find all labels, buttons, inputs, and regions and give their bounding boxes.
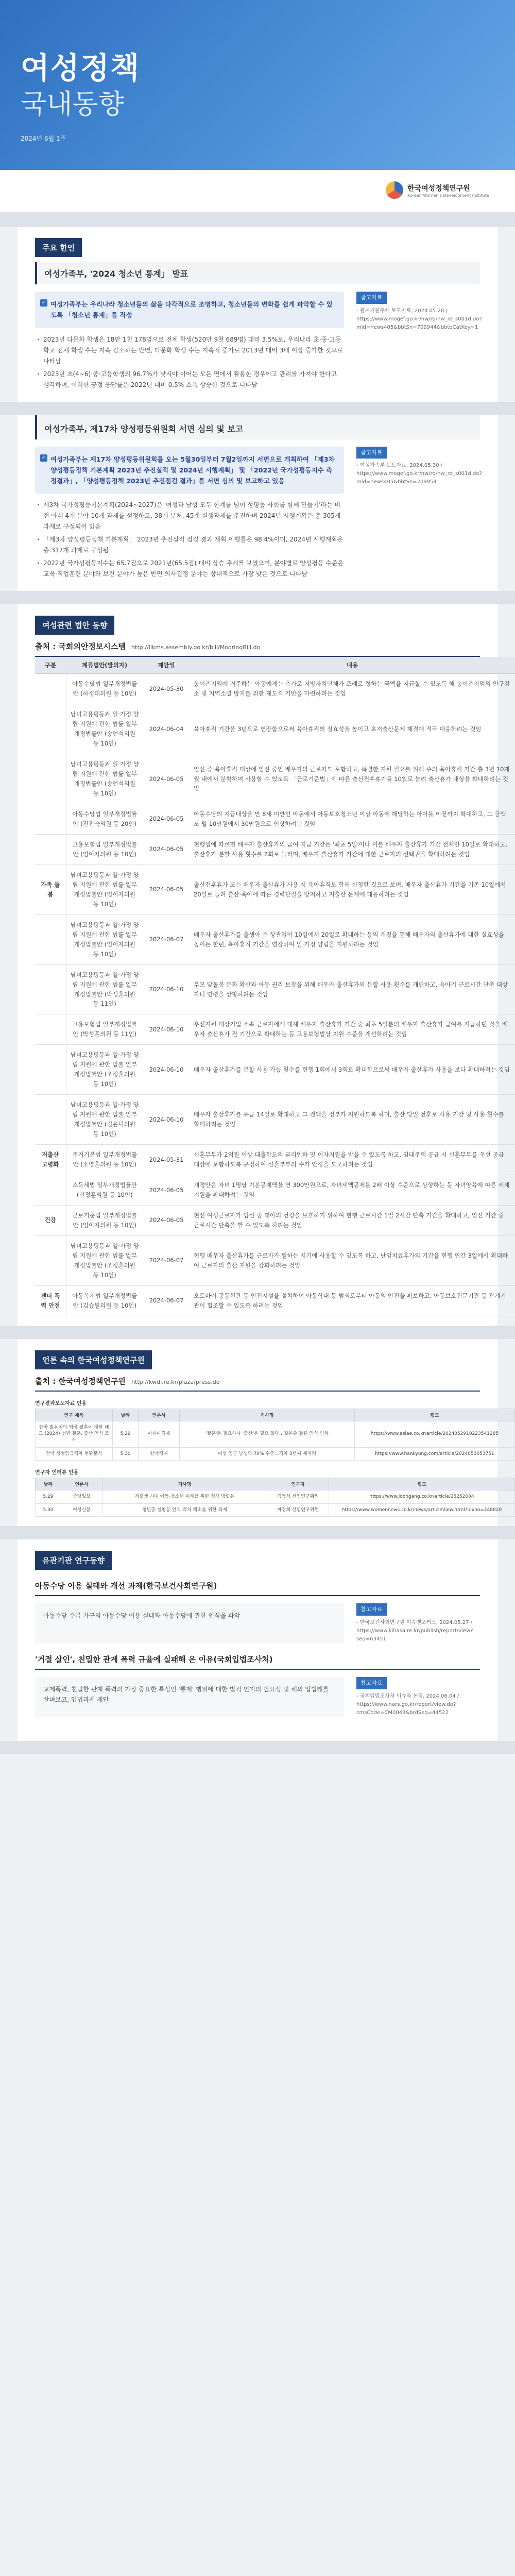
- table-row: [35, 1014, 515, 1045]
- check-icon: ✓: [40, 454, 47, 462]
- table-row: [35, 804, 515, 834]
- interview-table: [35, 1478, 515, 1517]
- table-cell-date: 2024-06-10: [143, 1045, 190, 1095]
- table-cell-name: 남녀고용평등과 일·가정 양립 지원에 관한 법률 일부개정법률안 (송언석의원 등 10인): [66, 754, 143, 804]
- issue2-section: [18, 415, 497, 591]
- table-cell: 김동식 선임연구위원: [267, 1490, 329, 1504]
- logo-name-en: Korean Women's Development Institute: [407, 193, 489, 198]
- column-header: 구분: [35, 657, 66, 674]
- table-cell[interactable]: https://www.joongang.co.kr/article/25252004: [329, 1490, 515, 1504]
- law-source-link[interactable]: http://likms.assembly.go.kr/bill/MooringBill.do: [131, 644, 261, 651]
- table-cell: 여성 임금 남성의 70% 수준…격차 3년째 제자리: [180, 1447, 355, 1461]
- table-row: [35, 1235, 515, 1285]
- table-cell[interactable]: https://www.womennews.co.kr/news/articleView.html?idxno=248820: [329, 1503, 515, 1517]
- reference-link[interactable]: - 국회입법조사처 이슈와 논점, 2024.06.04 / https://www.nars.go.kr/report/view.do?cmsCode=CM0043&brdSeq=44522: [356, 1693, 459, 1716]
- table-cell-date: 2024-06-05: [143, 804, 190, 834]
- table-cell-name: 고용보험법 일부개정법률안 (임이자의원 등 10인): [66, 834, 143, 865]
- reference-link[interactable]: - 관계기관주체 보도자료, 2024.05.28 / https://www.mogef.go.kr/nw/rd/nw_rd_s001d.do?mid=news405&bbtSn=709944&bbtbCatKey=1: [356, 308, 482, 330]
- column-header: 내용: [190, 657, 515, 674]
- table-row: [35, 704, 515, 754]
- related-title: '거절 살인', 친밀한 관계 폭력 규율에 실패해 온 이유(국회입법조사처): [35, 1654, 480, 1670]
- table-cell-date: 2024-06-05: [143, 1206, 190, 1236]
- table-cell-name: 아동복지법 일부개정법률안 (김승원의원 등 10인): [66, 1285, 143, 1316]
- law-table: [35, 657, 515, 1316]
- table-cell-cat: [35, 804, 66, 834]
- table-cell-text: 배우자 출산휴가를 출생아 수 상관없이 10일에서 20일로 확대하는 등의 개정을 통해 배우자의 출산휴가에 대한 실효성을 높이는 한편, 육아휴직 기간을 연장하여 일·가정 양립을 지원하려는 것임: [190, 914, 515, 964]
- logo-name: 한국여성정책연구원: [407, 184, 470, 193]
- table-cell-cat: [35, 964, 66, 1014]
- table-cell-date: 2024-06-05: [143, 1175, 190, 1206]
- list-item: · 「제3차 양성평등정책 기본계획」 2023년 추진실적 점검 결과 계획 이행률은 98.4%이며, 2024년 시행계획은 총 317개 과제로 구성됨: [43, 534, 344, 556]
- reference-side: [356, 1603, 480, 1643]
- table-cell-text: 개정안은 자녀 1명당 기본공제액을 연 300만원으로, 자녀세액공제를 2배 이상 수준으로 상향하는 등 자녀양육에 따른 세제지원을 확대하려는 것임: [190, 1175, 515, 1206]
- table-cell-date: 2024-06-10: [143, 1095, 190, 1145]
- table-cell: 저출생 시대 아동·청소년 미래를 위한 정책 방향은: [102, 1490, 267, 1504]
- reference-tag: 참고자료: [356, 1677, 387, 1689]
- table-cell-text: 육아휴직 기간을 3년으로 연장함으로써 육아휴직의 실효성을 높이고 초저출산문제 해결에 적극 대응하려는 것임: [190, 704, 515, 754]
- table-cell: 중앙일보: [61, 1490, 102, 1504]
- column-header: 계류법안(발의자): [66, 657, 143, 674]
- table-cell-name: 소득세법 일부개정법률안 (신정훈의원 등 10인): [66, 1175, 143, 1206]
- list-item: · 2022년 국가성평등지수는 65.7점으로 2021년(65.5점) 대비 상승 추세를 보였으며, 분야별로 양성평등 수준은 교육·직업훈련 분야와 보건 분야가 높은 반면 의사결정 분야는 상대적으로 가장 낮은 것으로 나타남: [43, 558, 344, 580]
- table-cell-cat: [35, 834, 66, 865]
- column-header: 기사명: [180, 1409, 355, 1421]
- table-cell-cat: [35, 674, 66, 704]
- table-cell-date: 2024-06-05: [143, 834, 190, 865]
- table-row: [35, 964, 515, 1014]
- table-cell: 마경희 선임연구위원: [267, 1503, 329, 1517]
- column-header: 제안일: [143, 657, 190, 674]
- table-cell-cat: [35, 1235, 66, 1285]
- table-row: [35, 834, 515, 865]
- kwdi-section: [18, 1339, 502, 1527]
- table-cell-text: 농어촌지역에 거주하는 아동에게는 추가로 지방자치단체가 조례로 정하는 금액을 지급할 수 있도록 해 농어촌지역의 인구감소 및 지역소멸 방지를 위한 제도적 기반을 마련하려는 것임: [190, 674, 515, 704]
- table-row: [35, 1045, 515, 1095]
- table-cell-text: 부모 맞돌봄 문화 확산과 아동 권리 보장을 위해 배우자 출산휴가의 분할 사용 횟수를 개편하고, 육아기 근로시간 단축 대상 자녀 연령을 상향하려는 것임: [190, 964, 515, 1014]
- table-cell-cat: [35, 1095, 66, 1145]
- reference-side: [356, 1677, 480, 1717]
- table-cell: 5.29: [36, 1490, 61, 1504]
- press-table: [35, 1409, 515, 1461]
- related-section: [18, 1539, 497, 1740]
- table-cell-text: 아동수당의 지급대상을 만 8세 미만인 아동에서 아동보호청소년 이상 아동에 해당하는 아이를 이전까지 확대하고, 그 금액도 월 10만원에서 30만원으로 인상하려는 것임: [190, 804, 515, 834]
- table-cell: 청년층 성평등 인식 격차 해소를 위한 과제: [102, 1503, 267, 1517]
- column-header: 링크: [355, 1409, 515, 1421]
- table-cell-date: 2024-06-04: [143, 704, 190, 754]
- column-header: 날짜: [113, 1409, 139, 1421]
- reference-tag: 참고자료: [356, 447, 387, 459]
- table-cell-cat: 젠더 폭력 안전: [35, 1285, 66, 1316]
- table-cell-text: 배우자 출산휴가를 유급 14일로 확대하고 그 전액을 정부가 지원하도록 하며, 출산 당일 전후로 사용 기간 및 사용 횟수를 확대하려는 것임: [190, 1095, 515, 1145]
- section-label: 여성관련 법안 동향: [35, 616, 114, 635]
- logo-bar: [0, 170, 515, 212]
- table-cell-name: 아동수당법 일부개정법률안 (하정대의원 등 10인): [66, 674, 143, 704]
- table-cell-name: 남녀고용평등과 일·가정 양립 지원에 관한 법률 일부개정법률안 (박성훈의원 등 11인): [66, 964, 143, 1014]
- table-cell-date: 2024-06-05: [143, 754, 190, 804]
- issue-bullets: [35, 334, 344, 391]
- table-cell[interactable]: https://www.asiae.co.kr/article/2024052910223541285: [355, 1421, 515, 1447]
- table-cell-name: 남녀고용평등과 일·가정 양립 지원에 관한 법률 일부개정법률안 (김윤덕의원 등 10인): [66, 1095, 143, 1145]
- table-cell-date: 2024-06-07: [143, 914, 190, 964]
- reference-side: [356, 292, 480, 393]
- table-cell-name: 고용보험법 일부개정법률안 (박성훈의원 등 11인): [66, 1014, 143, 1045]
- section-label: 주요 한인: [35, 238, 82, 257]
- table-row: [35, 754, 515, 804]
- reference-tag: 참고자료: [356, 292, 387, 304]
- column-header: 언론사: [139, 1409, 180, 1421]
- table-row: [36, 1503, 515, 1517]
- table-cell: '결혼'은 필요하나 '출산'은 필요 없다…젊은층 결혼 인식 변화: [180, 1421, 355, 1447]
- table-cell: 5.30: [113, 1447, 139, 1461]
- kwdi-source: 출처 : 한국여성정책연구원 http://kwdi.re.kr/plaza/press.do: [35, 1376, 480, 1392]
- table-row: [36, 1490, 515, 1504]
- table-cell-cat: 가족 돌봄: [35, 865, 66, 914]
- table-row: [35, 1175, 515, 1206]
- table-cell-text: 현행법에 따르면 배우자 출산휴가의 급여 지급 기간은 '최초 5일'이나 이를 배우자 출산휴가 기간 전체인 10일로 확대하고, 출산휴가 분할 사용 횟수를 2회로 늘리며, 배우자 출산휴가 기간에 대한 근로자의 선택권을 확대하려는 것임: [190, 834, 515, 865]
- related-summary: 교제폭력, 친밀한 관계 폭력의 가장 중요한 특성인 '통제' 행위에 대한 법적 인지의 필요성 및 해외 입법례를 살펴보고, 입법과제 제안: [35, 1677, 344, 1717]
- reference-link[interactable]: - 여성가족부 보도자료, 2024.05.30 / https://www.mogef.go.kr/nw/rd/nw_rd_s001d.do?mid=news405&bbtSn=709954: [356, 463, 482, 485]
- table-cell-name: 남녀고용평등과 일·가정 양립 지원에 관한 법률 일부개정법률안 (임이자의원 등 10인): [66, 914, 143, 964]
- table-cell-cat: [35, 914, 66, 964]
- table-row: [35, 914, 515, 964]
- main-issue-section: [18, 227, 497, 402]
- list-item: · 2023년 초(4~6)·중·고등학생의 96.7%가 낮시야 이어는 모든 면에서 활동한 경우이고 관리를 가져야 한다고 생각하며, 이러한 긍정 응답률은 2022년 대비 0.5% 소폭 상승한 것으로 나타남: [43, 369, 344, 391]
- column-header: 날짜: [36, 1478, 61, 1490]
- column-header: 연구자: [267, 1478, 329, 1490]
- table-cell: 5.30: [36, 1503, 61, 1517]
- table-cell-name: 남녀고용평등과 일·가정 양립 지원에 관한 법률 일부개정법률안 (조정훈의원 등 10인): [66, 1045, 143, 1095]
- table-row: [35, 1145, 515, 1175]
- table-cell-text: 오토바이 공동현관 등 안전시설을 설치하여 아동학대 등 범죄로부터 아동의 안전을 확보하고, 아동보호전문기관 등 관계기관이 협조할 수 있도록 하려는 것임: [190, 1285, 515, 1316]
- issue-highlight: ✓ 여성가족부는 제17차 양성평등위원회를 오는 5월30일부터 7월2일까지 서면으로 개최하여 「제3차 양성평등정책 기본계획 2023년 추진실적 및 2024년 시행계획」 및 「2022년 국가성평등지수 측정결과」, 「양성평등정책 2023년 추진점검 결과」를 서면 심의 및 보고하고 있음: [35, 447, 344, 494]
- related-title: 아동수당 이용 실태와 개선 과제(한국보건사회연구원): [35, 1580, 480, 1596]
- column-header: 링크: [329, 1478, 515, 1490]
- table-cell[interactable]: https://www.hankyung.com/article/2024053053751: [355, 1447, 515, 1461]
- table-cell-text: 현행 배우자 출산휴가를 근로자가 원하는 시기에 사용할 수 있도록 하고, 난임치료휴가의 기간을 현행 연간 3일에서 확대하여 근로자의 출산 지원을 강화하려는 것임: [190, 1235, 515, 1285]
- table-cell-text: 신혼부부가 2억원 이상 대출한도의 금리인하 및 이자지원을 받을 수 있도록 하고, 임대주택 공급 시 신혼부부를 우선 공급 대상에 포함하도록 규정하여 신혼부부의 주거 안정을 도모하려는 것임: [190, 1145, 515, 1175]
- hero-subtitle: 국내동향: [21, 89, 124, 120]
- table-cell-name: 근로기준법 일부개정법률안 (임이자의원 등 10인): [66, 1206, 143, 1236]
- issue-title: 여성가족부, 제17차 양성평등위원회 서면 심의 및 보고: [35, 415, 480, 439]
- issue-title: 여성가족부, '2024 청소년 통계」 발표: [35, 262, 480, 284]
- table-caption: 연구결과보도자료 인용: [35, 1400, 87, 1406]
- reference-tag: 참고자료: [356, 1603, 387, 1616]
- law-section: [18, 604, 510, 1326]
- section-label: 언론 속의 한국여성정책연구원: [35, 1350, 152, 1369]
- reference-link[interactable]: - 한국보건사회연구원 이슈앤포커스, 2024.05.27 / https://www.kihasa.re.kr/publish/report/view?seq=63451: [356, 1619, 473, 1642]
- table-cell: 여성신문: [61, 1503, 102, 1517]
- issue-date: 2024년 6월 1주: [21, 135, 66, 142]
- check-icon: ✓: [40, 299, 47, 307]
- table-cell: 한국 젊은이의 외국 결혼에 대한 태도 (2024) 청년 결혼, 출산 인식 조사: [36, 1421, 113, 1447]
- table-cell-text: 현선 여성근로자가 임신 중 태아의 건강을 보호하기 위하여 현행 근로시간 1일 2시간 단축 기간을 확대하고, 임신 기간 중 근로시간 단축을 할 수 있도록 하려는 것임: [190, 1206, 515, 1236]
- column-header: 기사명: [102, 1478, 267, 1490]
- table-cell-cat: 건강: [35, 1206, 66, 1236]
- table-cell: 아시아경제: [139, 1421, 180, 1447]
- table-cell: 5.29: [113, 1421, 139, 1447]
- table-row: [36, 1447, 515, 1461]
- kwdi-logo-icon: [386, 181, 403, 199]
- table-cell-cat: [35, 1045, 66, 1095]
- kwdi-source-link[interactable]: http://kwdi.re.kr/plaza/press.do: [131, 1378, 220, 1385]
- table-cell-date: 2024-05-31: [143, 1145, 190, 1175]
- table-cell-text: 출산전후휴가 또는 배우자 출산휴가 사용 시 육아휴직도 함께 신청한 것으로 보며, 배우자 출산휴가 기간을 기존 10일에서 20일로 늘려 출산·육아에 따른 경력단절을 방지하고 저출산 문제에 대응하려는 것임: [190, 865, 515, 914]
- list-item: · 2023년 다문화 학생은 18만 1천 178명으로 전체 학생(520만 9천 689명) 대비 3.5%로, 우리나라 초·중·고등학교 전체 학생 수는 지속 감소하는 반면, 다문화 학생 수는 지속적 증가로 2013년 대비 3배 이상 증가한 것으로 나타남: [43, 334, 344, 367]
- table-cell: 전국 성별임금격차 현황분석: [36, 1447, 113, 1461]
- table-cell-text: 배우자 출산휴가를 분할 사용 가능 횟수를 현행 1회에서 3회로 확대함으로써 배우자 출산휴가 사용을 보다 확대하려는 것임: [190, 1045, 515, 1095]
- table-cell-text: 우선지원 대상기업 소속 근로자에게 대해 배우자 출산휴가 기간 중 최초 5일분의 배우자 출산휴가 급여를 지급하던 것을 배우자 출산휴가 전 기간으로 확대하는 등 고용보험법상 지원 수준을 개선하려는 것임: [190, 1014, 515, 1045]
- table-cell-date: 2024-06-07: [143, 1235, 190, 1285]
- table-cell-text: 임신 중 육아휴직 대상에 임신 중인 배우자의 근로자도 포함하고, 특별한 지원 필요를 위해 주의 육아휴직 기간 총 3년 10개월 내에서 분할하여 사용할 수 있도록 「근로기준법」에 따른 출산전후휴가를 10일로 늘려 출산휴가 대상을 확대하려는 것임: [190, 754, 515, 804]
- reference-side: [356, 447, 480, 582]
- table-cell-name: 남녀고용평등과 일·가정 양립 지원에 관한 법률 일부개정법률안 (조정훈의원 등 10인): [66, 1235, 143, 1285]
- table-cell-name: 남녀고용평등과 일·가정 양립 지원에 관한 법률 일부개정법률안 (송언석의원 등 10인): [66, 704, 143, 754]
- table-row: [36, 1421, 515, 1447]
- table-cell-date: 2024-06-07: [143, 1285, 190, 1316]
- logo: [386, 181, 489, 199]
- section-label: 유관기관 연구동향: [35, 1551, 112, 1570]
- table-cell-cat: [35, 754, 66, 804]
- column-header: 언론사: [61, 1478, 102, 1490]
- table-row: [35, 1095, 515, 1145]
- table-cell: 한국경제: [139, 1447, 180, 1461]
- issue-highlight: ✓ 여성가족부는 우리나라 청소년들의 삶을 다각적으로 조명하고, 청소년들의 변화를 쉽게 파악할 수 있도록 「청소년 통계」를 작성: [35, 292, 344, 328]
- related-summary: 아동수당 수급 가구의 아동수당 이용 실태와 아동수당에 관한 인식을 파악: [35, 1603, 344, 1643]
- table-row: [35, 1285, 515, 1316]
- table-cell-cat: [35, 1175, 66, 1206]
- table-cell-date: 2024-06-05: [143, 865, 190, 914]
- hero-banner: [0, 0, 515, 170]
- issue-bullets: [35, 500, 344, 580]
- table-row: [35, 674, 515, 704]
- table-cell-name: 아동수당법 일부개정법률안 (전진숙의원 등 20인): [66, 804, 143, 834]
- column-header: 연구 제목: [36, 1409, 113, 1421]
- table-cell-date: 2024-06-10: [143, 1014, 190, 1045]
- hero-title: 여성정책: [21, 50, 141, 86]
- table-cell-date: 2024-06-10: [143, 964, 190, 1014]
- table-caption: 연구자 인터뷰 인용: [35, 1470, 79, 1476]
- table-cell-cat: [35, 704, 66, 754]
- table-cell-name: 주거기본법 일부개정법률안 (소병훈의원 등 10인): [66, 1145, 143, 1175]
- table-cell-cat: 저출산 고령화: [35, 1145, 66, 1175]
- table-row: [35, 865, 515, 914]
- table-cell-name: 남녀고용평등과 일·가정 양립 지원에 관한 법률 일부개정법률안 (임이자의원 등 10인): [66, 865, 143, 914]
- list-item: · 제3차 국가성평등기본계획(2024~2027)은 '여성과 남성 모두 한계를 넘어 성평등 사회를 함께 만들기'라는 비전 아래 4개 분야 10개 과제를 설정하고, 38개 부처, 45개 실행과제를 추진하며 2024년 시행계획은 총 305개 과제로 구성되어 있음: [43, 500, 344, 532]
- table-cell-date: 2024-05-30: [143, 674, 190, 704]
- law-source: 출처 : 국회의안정보시스템 http://likms.assembly.go.kr/bill/MooringBill.do: [35, 641, 480, 657]
- table-cell-cat: [35, 1014, 66, 1045]
- table-row: [35, 1206, 515, 1236]
